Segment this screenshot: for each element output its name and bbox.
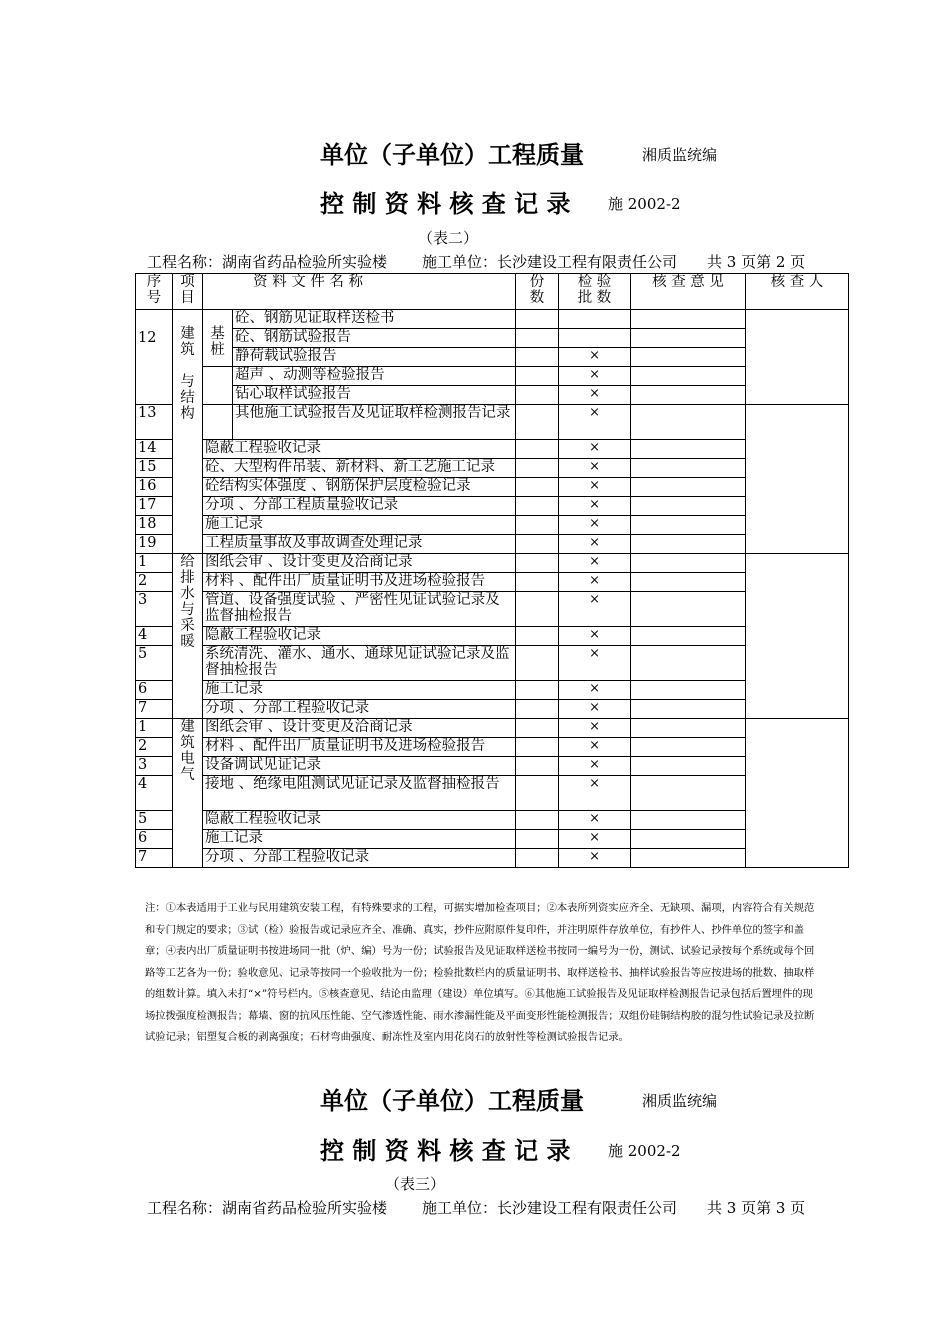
table-row <box>136 329 849 348</box>
checker-cell <box>746 310 849 405</box>
row-no: 6 <box>136 681 173 700</box>
table-row <box>136 497 849 516</box>
contractor-name-page3: 施工单位：长沙建设工程有限责任公司 <box>422 1199 678 1217</box>
table-row <box>136 573 849 592</box>
table-row <box>136 459 849 478</box>
row-no: 6 <box>136 830 173 849</box>
row-mark: × <box>559 440 631 459</box>
table-row <box>136 367 849 386</box>
row-name: 材料 、配件出厂质量证明书及进场检验报告 <box>203 573 516 592</box>
row-name: 图纸会审 、设计变更及洽商记录 <box>203 719 516 738</box>
row-mark: × <box>559 554 631 573</box>
row-mark: × <box>559 573 631 592</box>
row-name: 材料 、配件出厂质量证明书及进场检验报告 <box>203 738 516 757</box>
header-doc-name: 资 料 文 件 名 称 <box>203 274 516 310</box>
row-name: 隐蔽工程验收记录 <box>203 440 516 459</box>
row-mark: × <box>559 367 631 386</box>
row-mark: × <box>559 719 631 738</box>
row-name: 管道、设备强度试验 、严密性见证试验记录及监督抽检报告 <box>203 592 516 627</box>
row-mark: × <box>559 386 631 405</box>
group-plumbing: 给 排 水 与 采 暖 <box>173 554 203 719</box>
footnote: 注：①本表适用于工业与民用建筑安装工程，有特殊要求的工程，可据实增加检查项目；②本表所列资实应齐全、无缺项、漏项，内容符合有关规范和专门规定的要求；③试（检）验报告或记录应齐全、准确、真实，抄件应附原件复印件，并注明原件存放单位，有抄件人、抄件单位的签字和盖章；④表内出厂质量证明书按进场同一批（炉、编）号为一份；试验报告及见证取样送检书按同一编号为一份，测试、试验记录按每个系统或每个回路等工艺各为一份；验收意见、记录等按同一个验收批为一份；检验批数栏内的质量证明书、取样送检书、抽样试验报告等应按进场的批数、抽取样的组数计算。填入未打“×”符号栏内。⑤核查意见、结论由监理（建设）单位填写。⑥其他施工试验报告及见证取样检测报告记录包括后置埋件的现场拉拨强度检测报告；幕墙、窗的抗风压性能、空气渗透性能、雨水渗漏性能及平面变形性能检测报告；双组份硅铜结构胶的混匀性试验记录及拉断试验记录；铝塑复合板的剥离强度；石材弯曲强度、耐冻性及室内用花岗石的放射性等检测试验报告记录。 <box>145 902 815 1043</box>
row-no: 5 <box>136 646 173 681</box>
checker-cell <box>746 405 849 554</box>
table-row <box>136 516 849 535</box>
row-mark: × <box>559 738 631 757</box>
header-checker: 核 查 人 <box>746 274 849 310</box>
table-row <box>136 757 849 776</box>
table-row <box>136 440 849 459</box>
table-row <box>136 348 849 367</box>
table-row <box>136 738 849 757</box>
row-no: 16 <box>136 478 173 497</box>
row-mark: × <box>559 592 631 627</box>
table-row <box>136 535 849 554</box>
row-mark: × <box>559 516 631 535</box>
group-pile: 基 桩 <box>203 310 233 367</box>
header-seq: 序 号 <box>136 274 173 310</box>
title-line1-page3: 单位（子单位）工程质量 <box>320 1087 584 1115</box>
table-row <box>136 849 849 868</box>
table-row <box>136 554 849 573</box>
row-name: 接地 、绝缘电阻测试见证记录及监督抽检报告 <box>203 776 516 811</box>
row-no: 1 <box>136 719 173 738</box>
row-no: 17 <box>136 497 173 516</box>
row-name: 超声 、动测等检验报告 <box>233 367 516 386</box>
row-no: 7 <box>136 700 173 719</box>
row-name: 钻心取样试验报告 <box>233 386 516 405</box>
table-row <box>136 386 849 405</box>
table-row <box>136 310 849 329</box>
row-name: 隐蔽工程验收记录 <box>203 627 516 646</box>
row-no: 13 <box>136 405 173 440</box>
table-row <box>136 592 849 627</box>
table-row <box>136 646 849 681</box>
row-mark <box>559 310 631 329</box>
row-no: 3 <box>136 757 173 776</box>
row-no: 4 <box>136 627 173 646</box>
row-mark: × <box>559 348 631 367</box>
row-no: 18 <box>136 516 173 535</box>
row-no: 5 <box>136 811 173 830</box>
header-opinion: 核 查 意 见 <box>631 274 746 310</box>
row-name: 施工记录 <box>203 516 516 535</box>
row-mark: × <box>559 681 631 700</box>
row-name: 分项 、分部工程质量验收记录 <box>203 497 516 516</box>
title-line1: 单位（子单位）工程质量 <box>320 141 584 169</box>
header-batch: 检 验 批 数 <box>559 274 631 310</box>
row-mark: × <box>559 627 631 646</box>
control-data-table <box>135 273 849 868</box>
table-row <box>136 627 849 646</box>
row-no: 19 <box>136 535 173 554</box>
org-label-page3: 湘质监统编 <box>642 1092 718 1110</box>
group-structure: 建 筑 与 结 构 <box>173 310 203 554</box>
title-line2-page3: 控 制 资 料 核 查 记 录 <box>320 1137 571 1165</box>
table-row <box>136 681 849 700</box>
row-mark: × <box>559 478 631 497</box>
row-name: 砼结构实体强度 、钢筋保护层度检验记录 <box>203 478 516 497</box>
row-name: 其他施工试验报告及见证取样检测报告记录 <box>233 405 516 440</box>
title-line2: 控 制 资 料 核 查 记 录 <box>320 190 571 218</box>
row-name: 施工记录 <box>203 681 516 700</box>
row-name: 分项 、分部工程验收记录 <box>203 700 516 719</box>
row-mark: × <box>559 405 631 440</box>
row-name: 砼、钢筋见证取样送检书 <box>233 310 516 329</box>
row-mark <box>559 329 631 348</box>
row-name: 设备调试见证记录 <box>203 757 516 776</box>
row-no: 3 <box>136 592 173 627</box>
project-name-page3: 工程名称：湖南省药品检验所实验楼 <box>147 1199 388 1217</box>
table-row <box>136 700 849 719</box>
header-item: 项 目 <box>173 274 203 310</box>
table-row <box>136 719 849 738</box>
org-label: 湘质监统编 <box>642 146 718 164</box>
table-row <box>136 478 849 497</box>
row-mark: × <box>559 849 631 868</box>
table-row <box>136 830 849 849</box>
checker-cell <box>746 719 849 868</box>
row-mark: × <box>559 830 631 849</box>
table-number: （表二） <box>418 229 479 247</box>
row-no: 4 <box>136 776 173 811</box>
row-no: 2 <box>136 573 173 592</box>
row-name: 工程质量事故及事故调查处理记录 <box>203 535 516 554</box>
row-mark: × <box>559 646 631 681</box>
row-mark: × <box>559 497 631 516</box>
row-name: 系统清洗、灌水、通水、通球见证试验记录及监督抽检报告 <box>203 646 516 681</box>
header-count: 份 数 <box>516 274 559 310</box>
table-row <box>136 405 849 440</box>
row-name: 图纸会审 、设计变更及洽商记录 <box>203 554 516 573</box>
page-number: 共 3 页第 2 页 <box>707 253 806 271</box>
row-mark: × <box>559 459 631 478</box>
row-mark: × <box>559 535 631 554</box>
project-name: 工程名称：湖南省药品检验所实验楼 <box>147 253 388 271</box>
row-no: 15 <box>136 459 173 478</box>
row-mark: × <box>559 757 631 776</box>
row-no: 1 <box>136 554 173 573</box>
table-row <box>136 811 849 830</box>
row-name: 静荷载试验报告 <box>233 348 516 367</box>
row-name: 砼、钢筋试验报告 <box>233 329 516 348</box>
table-number-page3: （表三） <box>385 1175 446 1193</box>
row-mark: × <box>559 811 631 830</box>
page-number-page3: 共 3 页第 3 页 <box>707 1199 806 1217</box>
checker-cell <box>746 554 849 719</box>
contractor-name: 施工单位：长沙建设工程有限责任公司 <box>422 253 678 271</box>
row-name: 砼、大型构件吊装、新材料、新工艺施工记录 <box>203 459 516 478</box>
group-electric: 建 筑 电 气 <box>173 719 203 868</box>
row-name: 隐蔽工程验收记录 <box>203 811 516 830</box>
row-no: 14 <box>136 440 173 459</box>
row-no: 12 <box>136 310 173 405</box>
row-mark: × <box>559 776 631 811</box>
form-code-page3: 施 2002-2 <box>608 1142 681 1160</box>
table-row <box>136 776 849 811</box>
form-code: 施 2002-2 <box>608 195 681 213</box>
row-no: 2 <box>136 738 173 757</box>
row-name: 分项 、分部工程验收记录 <box>203 849 516 868</box>
row-name: 施工记录 <box>203 830 516 849</box>
header-row <box>136 274 849 310</box>
row-no: 7 <box>136 849 173 868</box>
row-mark: × <box>559 700 631 719</box>
